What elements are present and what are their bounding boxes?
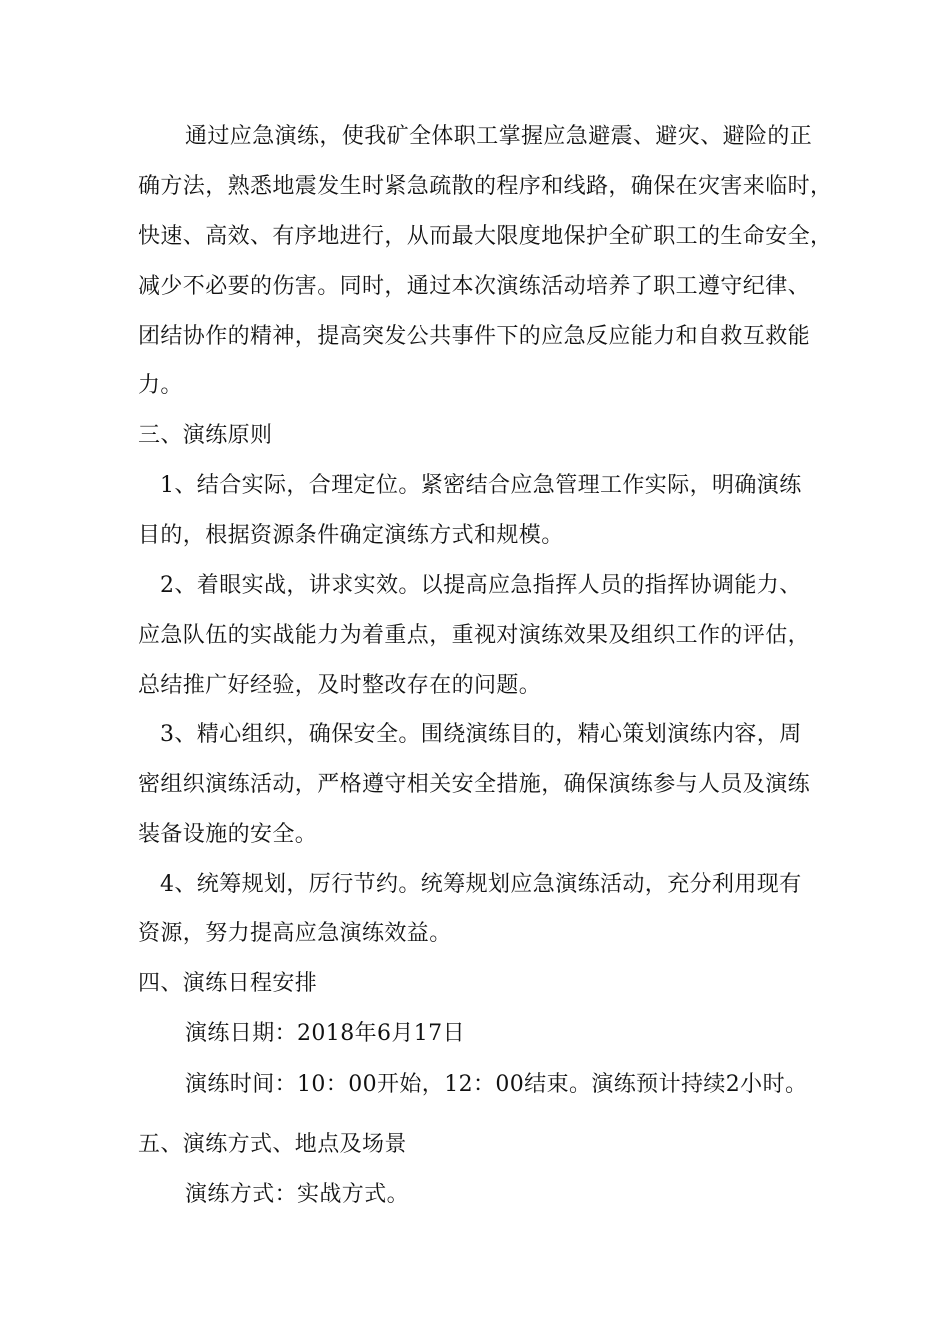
list-item-line: 应急队伍的实战能力为着重点，重视对演练效果及组织工作的评估， [138,623,811,648]
list-item-line: 1、结合实际，合理定位。紧密结合应急管理工作实际，明确演练 [160,473,802,498]
paragraph-line: 快速、高效、有序地进行，从而最大限度地保护全矿职工的生命安全， [138,224,833,249]
section-heading: 五、演练方式、地点及场景 [138,1132,407,1157]
list-item-line: 2、着眼实战，讲求实效。以提高应急指挥人员的指挥协调能力、 [160,573,802,598]
list-item-line: 资源，努力提高应急演练效益。 [138,921,452,946]
drill-method: 演练方式：实战方式。 [185,1182,410,1207]
list-item-line: 装备设施的安全。 [138,822,318,847]
paragraph-line: 减少不必要的伤害。同时，通过本次演练活动培养了职工遵守纪律、 [138,274,811,299]
paragraph-line: 力。 [138,373,183,398]
schedule-time: 演练时间：10：00开始，12：00结束。演练预计持续2小时。 [185,1072,808,1097]
list-item-line: 4、统筹规划，厉行节约。统筹规划应急演练活动，充分利用现有 [160,872,802,897]
list-item-line: 3、精心组织，确保安全。围绕演练目的，精心策划演练内容，周 [160,722,802,747]
schedule-date: 演练日期：2018年6月17日 [185,1021,465,1046]
list-item-line: 目的，根据资源条件确定演练方式和规模。 [138,523,564,548]
section-heading: 四、演练日程安排 [138,971,318,996]
section-heading: 三、演练原则 [138,423,273,448]
list-item-line: 总结推广好经验，及时整改存在的问题。 [138,673,542,698]
paragraph-line: 通过应急演练，使我矿全体职工掌握应急避震、避灾、避险的正 [185,124,813,149]
list-item-line: 密组织演练活动，严格遵守相关安全措施，确保演练参与人员及演练 [138,772,811,797]
paragraph-line: 团结协作的精神，提高突发公共事件下的应急反应能力和自救互救能 [138,324,811,349]
paragraph-line: 确方法，熟悉地震发生时紧急疏散的程序和线路，确保在灾害来临时， [138,174,833,199]
